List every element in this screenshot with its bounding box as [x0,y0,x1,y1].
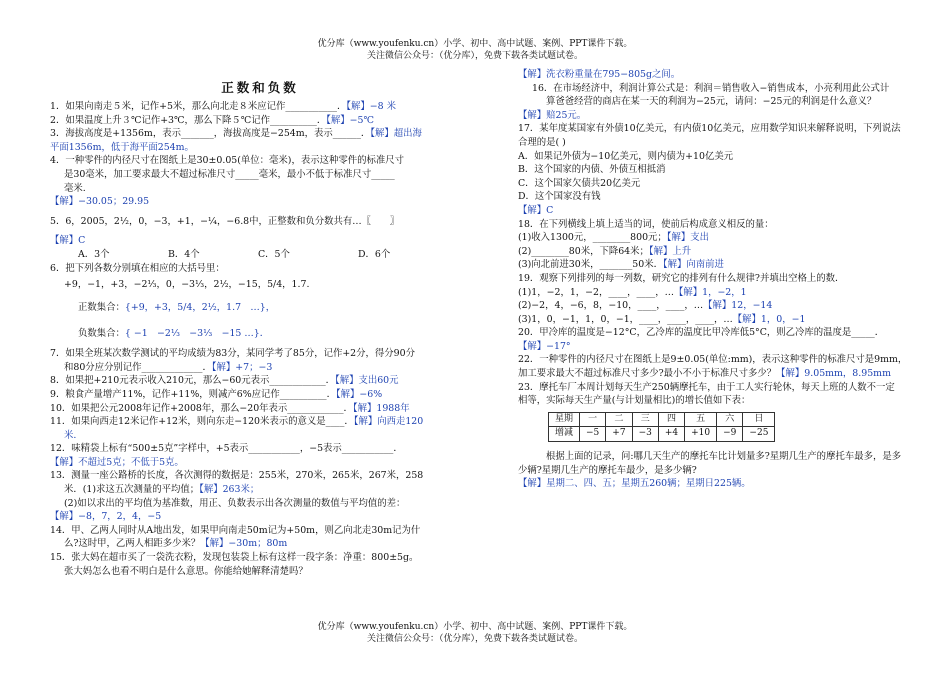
question-14: 14．甲、乙两人同时从A地出发，如果甲向南走50m记为+50m，则乙向北走30m记为什 [50,524,421,536]
table-cell: 五 [685,412,717,427]
answer-23: 【解】星期二、四、五；星期五260辆；星期日225辆。 [518,478,751,490]
answer-14: 【解】−30m；80m [200,538,288,550]
answer-3: 【解】超出海 [370,128,422,140]
option-17-d: D．这个国家没有钱 [518,191,601,203]
question-3: 3．海拔高度是+1356m，表示_______，海拔高度是−254m，表示______．【解】超出海 [50,128,422,140]
answer-7: 【解】+7；−3 [211,361,273,373]
question-23-line-4: 少辆?星期几生产的摩托车最少，是多少辆? [518,464,697,476]
question-4-line-2: 是30毫米，加工要求最大不超过标准尺寸_____毫米，最小不低于标准尺寸_____ [64,168,395,180]
table-cell: −3 [632,427,658,442]
answer-18-2: 【解】上升 [648,245,692,257]
answer-2: 【解】−5℃ [326,114,374,126]
question-22: 22．一种零件的内径尺寸在图纸上是9±0.05(单位:mm)，表示这种零件的标准尺寸是9mm， [518,354,908,366]
answer-10: 【解】1988年 [352,402,410,414]
answer-13-2: 【解】−8，7，2，4，−5 [50,511,162,523]
table-cell: 一 [580,412,606,427]
table-header-row [549,412,775,427]
negative-set-answer: { −1 −2⅓ −3⅓ −15 …}． [124,328,270,340]
question-4-line-3: 毫米. [64,182,86,194]
answer-16: 【解】赔25元。 [518,109,587,121]
answer-19-3: 【解】1，0，−1 [732,313,806,325]
question-22-line-2: 加工要求最大不超过标准尺寸多少?最小不小于标准尺寸多少？【解】9.05mm，8.95mm [518,368,891,380]
question-23: 23．摩托车厂本周计划每天生产250辆摩托车，由于工人实行轮休，每天上班的人数不一定 [518,381,895,393]
footer-line-1: 优分库（www.youfenku.cn）小学、初中、高中试题、案例、PPT课件下载。 [317,622,633,632]
question-18-1: (1)收入1300元，________800元；【解】支出 [518,232,709,244]
table-cell: 四 [658,412,684,427]
question-19: 19．观察下列排列的每一列数，研究它的排列有什么规律?并填出空格上的数． [518,272,845,284]
answer-11-cont: 米. [64,429,77,441]
question-23-line-2: 相等，实际每天生产量(与计划量相比)的增长值如下表： [518,395,751,407]
table-cell: +10 [685,427,717,442]
question-23-line-3: 根据上面的记录，问:哪几天生产的摩托车比计划量多?星期几生产的摩托车最多，是多 [546,451,902,463]
answer-9: 【解】−6% [336,388,383,400]
table-cell: −9 [717,427,743,442]
header-line-2: 关注微信公众号：（优分库），免费下载各类试题试卷。 [366,51,583,61]
answer-18-3: 【解】向南前进 [662,259,724,271]
negative-set: 负数集合：{ −1 −2⅓ −3⅓ −15 …}． [78,328,270,340]
page-title: 正数和负数 [221,80,299,95]
question-13-part-2: (2)如以求出的平均值为基准数，用正、负数表示出各次测量的数值与平均值的差： [64,497,406,509]
answer-8: 【解】支出60元 [335,375,399,387]
table-cell: −25 [743,427,775,442]
positive-set-answer: {+9，+3，5/4，2½，1.7 …}， [124,302,276,314]
option-a: A．3个 [78,248,110,260]
answer-18-1: 【解】支出 [666,232,709,244]
question-8: 8．如果把+210元表示收入210元，那么−60元表示____________．【解】支出60元 [50,375,399,387]
question-17-line-2: 合理的是( ) [518,136,566,148]
answer-19-2: 【解】12，−14 [703,300,773,312]
question-10: 10．如果把公元2008年记作+2008年，那么−20年表示____________．【解】1988年 [50,402,410,414]
question-13: 13．测量一座公路桥的长度，各次测得的数据是：255米，270米，265米，267米，258 [50,470,424,482]
positive-set: 正数集合：{+9，+3，5/4，2½，1.7 …}， [78,302,276,314]
question-12: 12．味精袋上标有“500±5克”字样中，+5表示___________，−5表示___________． [50,443,403,455]
table-cell: 二 [606,412,632,427]
answer-22: 【解】9.05mm，8.95mm [776,368,891,380]
table-row [549,427,775,442]
option-17-b: B．这个国家的内债、外债互相抵消 [518,164,666,176]
question-7-line-2: 和80分应分别记作_____________．【解】+7；−3 [64,361,273,373]
question-9: 9．粮食产量增产11%，记作+11%，则减产6%应记作__________．【解】−6% [50,388,383,400]
question-13-part-1: 米．(1)求这五次测量的平均值；【解】263米； [64,484,260,496]
question-16: 16．在市场经济中，利润计算公式是：利润＝销售收入−销售成本，小亮利用此公式计 [532,82,890,94]
question-19-2: (2)−2，4，−6，8，−10，____，____，…【解】12，−14 [518,300,773,312]
question-4: 4．一种零件的内径尺寸在图纸上是30±0.05(单位：毫米)，表示这种零件的标准尺寸 [50,155,404,167]
question-18-2: (2)________80米，下降64米；【解】上升 [518,245,692,257]
table-cell: +7 [606,427,632,442]
question-6-numbers: +9，−1，+3，−2⅓，0，−3⅓，2½，−15，5/4，1.7. [64,279,310,291]
left-column [50,78,470,578]
question-5: 5．6，2005，2½，0，−3，+1，−¼，−6.8中，正整数和负分数共有…〖 〗 [50,215,400,227]
question-15-line-2: 张大妈怎么也看不明白是什么意思。你能给她解释清楚吗？ [64,565,308,577]
page-header [0,38,950,62]
footer-line-2: 关注微信公众号：（优分库），免费下载各类试题试卷。 [366,634,583,644]
question-18: 18．在下列横线上填上适当的词，使前后构成意义相反的量： [518,218,774,230]
question-11: 11．如果向西走12米记作+12米，则向东走−120米表示的意义是____．【解】向西走120 [50,416,424,428]
question-14-line-2: 么?这时甲，乙两人相距多少米？【解】−30m；80m [64,538,288,550]
answer-1: 【解】−8 米 [346,101,396,112]
table-cell: 星期 [549,412,580,427]
answer-3-cont: 平面1356m，低于海平面254m。 [50,141,194,153]
answer-4: 【解】−30.05；29.95 [50,196,150,208]
answer-11: 【解】向西走120 [353,416,424,428]
table-cell: 日 [743,412,775,427]
answer-5: 【解】C [50,235,86,247]
question-7: 7．如果全班某次数学测试的平均成绩为83分，某同学考了85分，记作+2分，得分90分 [50,348,415,360]
question-15: 15．张大妈在超市买了一袋洗衣粉，发现包装袋上标有这样一段字条：净重：800±5g。 [50,552,419,564]
answer-12: 【解】不超过5克；不低于5克。 [50,456,184,468]
table-cell: +4 [658,427,684,442]
option-17-a: A．如果记外债为−10亿美元，则内债为+10亿美元 [518,150,734,162]
production-table [548,412,775,442]
question-18-3: (3)向北前进30米，_______50米．【解】向南前进 [518,259,724,271]
answer-20: 【解】−17° [518,340,571,352]
option-b: B．4个 [168,248,200,260]
question-19-3: (3)1，0，−1，1，0，−1，____，____，____，…【解】1，0，−1 [518,313,806,325]
option-d: D．6个 [358,248,391,260]
answer-13-1: 【解】263米； [199,484,260,496]
table-cell: −5 [580,427,606,442]
answer-19-1: 【解】1，−2，1 [673,286,747,298]
table-cell: 三 [632,412,658,427]
table-cell: 六 [717,412,743,427]
question-20: 20．甲冷库的温度是−12°C，乙冷库的温度比甲冷库低5°C，则乙冷库的温度是_____． [518,327,885,339]
option-17-c: C．这个国家欠债共20亿美元 [518,177,641,189]
answer-15: 【解】洗衣粉重量在795−805g之间。 [518,69,681,80]
question-6: 6．把下列各数分别填在相应的大括号里： [50,262,225,274]
header-line-1: 优分库（www.youfenku.cn）小学、初中、高中试题、案例、PPT课件下载。 [317,39,633,49]
page-footer [0,621,950,645]
table-cell: 增减 [549,427,580,442]
question-19-1: (1)1，−2，1，−2，____，____，…【解】1，−2，1 [518,286,747,298]
answer-17: 【解】C [518,204,554,216]
question-17: 17．某年度某国家有外债10亿美元，有内债10亿美元，应用数学知识来解释说明，下列说法 [518,123,901,135]
question-5-options [50,248,470,262]
question-16-line-2: 算爸爸经营的商店在某一天的利润为−25元，请问：−25元的利润是什么意义？ [546,96,877,108]
right-column [518,68,918,491]
question-1: 1．如果向南走５米，记作+5米，那么向北走８米应记作___________．【解】−8 米 [50,101,396,112]
question-2: 2．如果温度上升３℃记作+3℃，那么下降５℃记作__________．【解】−5℃ [50,114,374,126]
option-c: C．5个 [258,248,290,260]
